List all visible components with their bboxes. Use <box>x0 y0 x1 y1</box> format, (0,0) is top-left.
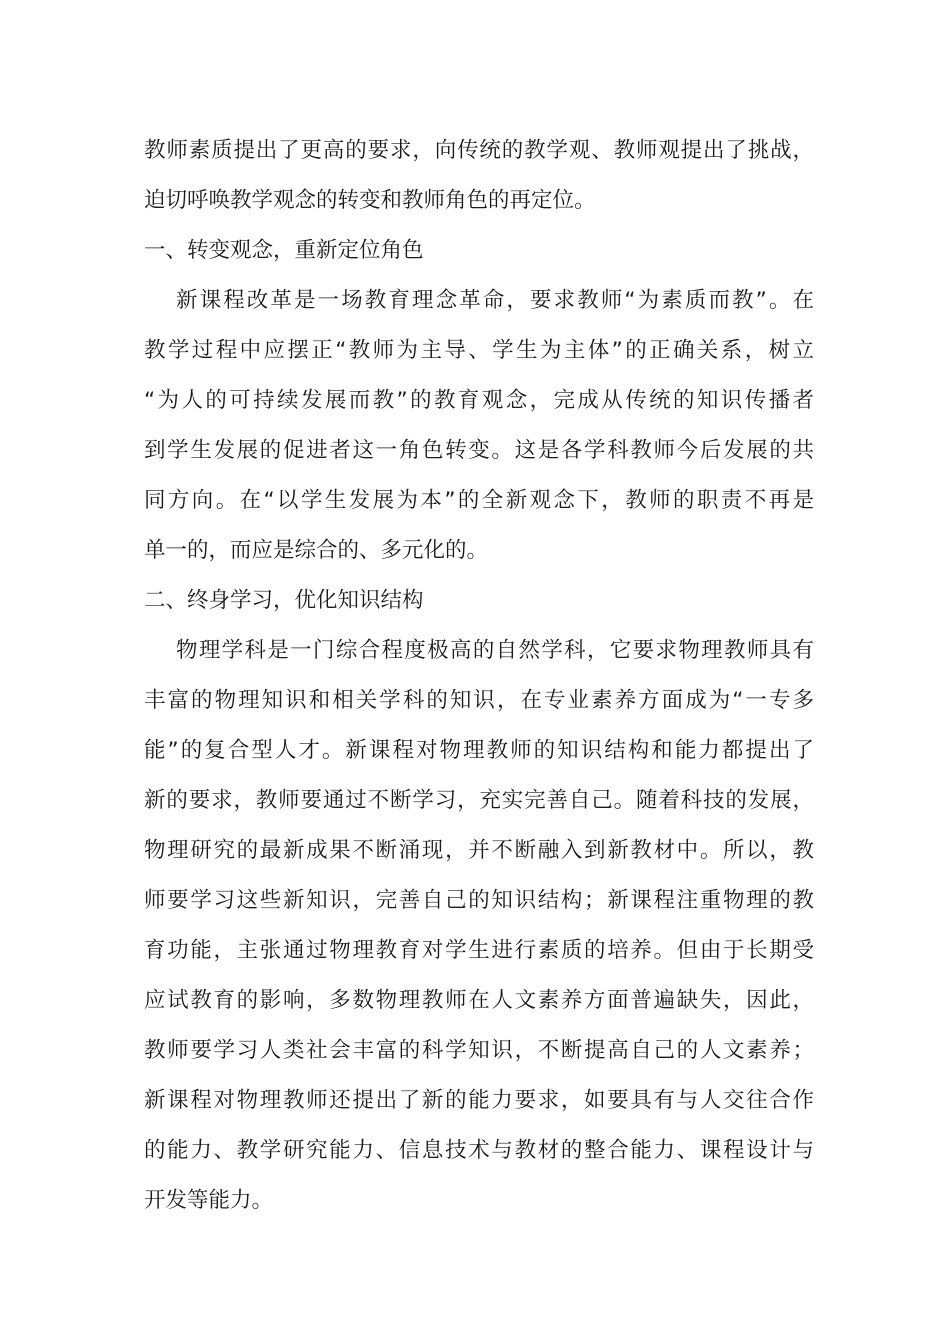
paragraph-line: “为人的可持续发展而教”的教育观念，完成从传统的知识传播者 <box>144 388 814 413</box>
paragraph-line: 的能力、教学研究能力、信息技术与教材的整合能力、课程设计与 <box>144 1138 814 1163</box>
paragraph-line: 教师要学习人类社会丰富的科学知识，不断提高自己的人文素养； <box>144 1038 814 1063</box>
paragraph-line: 能”的复合型人才。新课程对物理教师的知识结构和能力都提出了 <box>144 738 814 763</box>
paragraph-line: 教学过程中应摆正“教师为主导、学生为主体”的正确关系，树立 <box>144 338 814 363</box>
paragraph-line: 应试教育的影响，多数物理教师在人文素养方面普遍缺失，因此， <box>144 988 814 1013</box>
paragraph-line: 迫切呼唤教学观念的转变和教师角色的再定位。 <box>144 188 596 213</box>
paragraph-line: 开发等能力。 <box>144 1188 274 1213</box>
paragraph-line: 新的要求，教师要通过不断学习，充实完善自己。随着科技的发展， <box>144 788 814 813</box>
paragraph-line: 物理研究的最新成果不断涌现，并不断融入到新教材中。所以，教 <box>144 838 814 863</box>
paragraph-line: 丰富的物理知识和相关学科的知识，在专业素养方面成为“一专多 <box>144 688 814 713</box>
paragraph-line: 教师素质提出了更高的要求，向传统的教学观、教师观提出了挑战， <box>144 138 814 163</box>
section-heading: 一、转变观念，重新定位角色 <box>144 238 424 263</box>
paragraph-line: 新课程对物理教师还提出了新的能力要求，如要具有与人交往合作 <box>144 1088 814 1113</box>
paragraph-line: 同方向。在“以学生发展为本”的全新观念下，教师的职责不再是 <box>144 488 814 513</box>
paragraph-line: 物理学科是一门综合程度极高的自然学科，它要求物理教师具有 <box>176 638 814 663</box>
paragraph-line: 师要学习这些新知识，完善自己的知识结构；新课程注重物理的教 <box>144 888 814 913</box>
paragraph-line: 单一的，而应是综合的、多元化的。 <box>144 538 489 563</box>
paragraph-line: 育功能，主张通过物理教育对学生进行素质的培养。但由于长期受 <box>144 938 814 963</box>
paragraph-line: 到学生发展的促进者这一角色转变。这是各学科教师今后发展的共 <box>144 438 814 463</box>
paragraph-line: 新课程改革是一场教育理念革命，要求教师“为素质而教”。在 <box>176 288 814 313</box>
section-heading: 二、终身学习，优化知识结构 <box>144 588 424 613</box>
